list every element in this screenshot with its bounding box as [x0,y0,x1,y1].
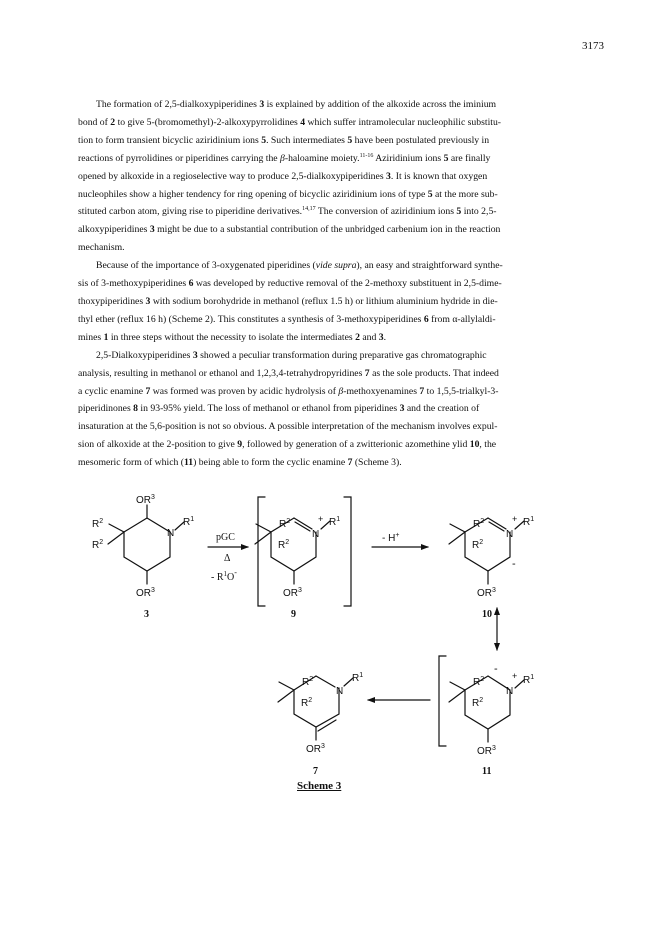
substituent-r2-lower: $R^2$ [278,539,290,551]
substituent-or3-bottom: $OR^3$ [477,587,496,599]
substituent-r2-lower: $R^2$ [472,697,484,709]
substituent-or3-bottom: $OR^3$ [477,745,496,757]
scheme-caption: Scheme 3 [297,780,342,792]
substituent-r2-upper: $R^2$ [473,518,485,530]
charge-minus: - [512,558,516,570]
compound-label-10: 10 [482,609,492,620]
substituent-or3-top: $OR^3$ [136,494,155,506]
substituent-r2-lower: $R^2$ [92,539,104,551]
text-line: stituted carbon atom, giving rise to piperidine derivatives.$^{14,17}$ The conversion of aziridinium ions 5 into 2,5- [78,206,497,218]
charge-minus: - [494,663,498,675]
atom-n: N [506,529,514,540]
text-line: mechanism. [78,242,125,254]
page-number: 3173 [582,40,604,52]
substituent-or3-bottom: $OR^3$ [136,587,155,599]
atom-n: N [506,686,514,697]
text-line: nucleophiles show a higher tendency for ring opening of bicyclic aziridinium ions of type 5 at the more sub- [78,188,498,200]
compound-label-7: 7 [313,766,318,777]
substituent-r2-upper: $R^2$ [302,676,314,688]
substituent-r1: $R^1$ [523,674,535,686]
atom-n: N [312,529,320,540]
substituent-or3-bottom: $OR^3$ [283,587,302,599]
text-line: sis of 3-methoxypiperidines 6 was developed by reductive removal of the 2-methoxy substituent in 2,5-dime- [78,278,502,290]
text-line: mesomeric form of which (11) being able to form the cyclic enamine 7 (Scheme 3). [78,457,402,469]
text-line: alkoxypiperidines 3 might be due to a substantial contribution of the unbridged carbenium ion in the reaction [78,224,501,236]
text-line: insaturation at the 5,6-position is not so obvious. A possible interpretation of the mechanism involves expul- [78,421,498,433]
condition-delta: Δ [224,553,231,564]
charge-plus: + [512,671,518,681]
compound-9-bonds [255,518,330,584]
text-line: analysis, resulting in methanol or ethanol and 1,2,3,4-tetrahydropyridines 7 as the sole products. That indeed [78,367,499,379]
text-line: Because of the importance of 3-oxygenated piperidines (vide supra), an easy and straightforward synthe- [96,260,503,272]
atom-n: N [336,686,344,697]
bracket-right-9 [344,497,351,606]
text-line: tion to form transient bicyclic aziridinium ions 5. Such intermediates 5 have been postulated previously in [78,134,490,146]
substituent-r2-lower: $R^2$ [472,539,484,551]
text-line: thoxypiperidines 3 with sodium borohydride in methanol (reflux 1.5 h) or lithium aluminium hydride in die- [78,295,498,307]
text-line: a cyclic enamine 7 was formed was proven by acidic hydrolysis of β-methoxyenamines 7 to 1,5,5-trialkyl-3- [78,385,499,397]
substituent-r2-lower: $R^2$ [301,697,313,709]
charge-plus: + [318,514,324,524]
substituent-r2-upper: $R^2$ [92,518,104,530]
compound-label-9: 9 [291,609,296,620]
text-line: mines 1 in three steps without the necessity to isolate the intermediates 2 and 3. [78,331,387,343]
substituent-r2-upper: $R^2$ [279,518,291,530]
substituent-r1: $R^1$ [523,516,535,528]
text-line: 2,5-Dialkoxypiperidines 3 showed a peculiar transformation during preparative gas chromatographic [96,349,487,361]
text-line: The formation of 2,5-dialkoxypiperidines 3 is explained by addition of the alkoxide across the iminium [96,99,497,110]
text-line: piperidinones 8 in 93-95% yield. The loss of methanol or ethanol from piperidines 3 and the creation of [78,403,480,415]
text-line: sion of alkoxide at the 2-position to give 9, followed by generation of a zwitterionic azomethine ylid 10, the [78,439,497,451]
text-line: reactions of pyrrolidines or piperidines carrying the β-haloamine moiety.$^{11-16}$ Aziridinium ions 5 are finally [78,152,491,164]
text-line: opened by alkoxide in a regioselective way to produce 2,5-dialkoxypiperidines 3. It is known that oxygen [78,170,488,182]
compound-label-3: 3 [144,609,149,620]
bracket-left-9 [258,497,265,606]
text-line: bond of 2 to give 5-(bromomethyl)-2-alkoxypyrrolidines 4 which suffer intramolecular nucleophilic substitu- [78,116,502,128]
charge-plus: + [512,514,518,524]
bracket-left-11 [439,656,446,746]
substituent-r2-upper: $R^2$ [473,676,485,688]
substituent-r1: $R^1$ [352,672,364,684]
substituent-r1: $R^1$ [329,516,341,528]
text-line: thyl ether (reflux 16 h) (Scheme 2). This constitutes a synthesis of 3-methoxypiperidines 6 from α-allylaldi- [78,313,496,325]
condition-pgc: pGC [216,532,235,543]
compound-10-bonds [449,518,524,584]
substituent-or3-bottom: $OR^3$ [306,743,325,755]
compound-label-11: 11 [482,766,492,777]
condition-loss-alkoxide: - $R^1O^-$ [211,568,237,583]
substituent-r1: $R^1$ [183,516,195,528]
condition-loss-proton: - H+ [382,532,400,544]
atom-n: N [167,528,175,539]
compound-3-bonds [108,505,184,584]
